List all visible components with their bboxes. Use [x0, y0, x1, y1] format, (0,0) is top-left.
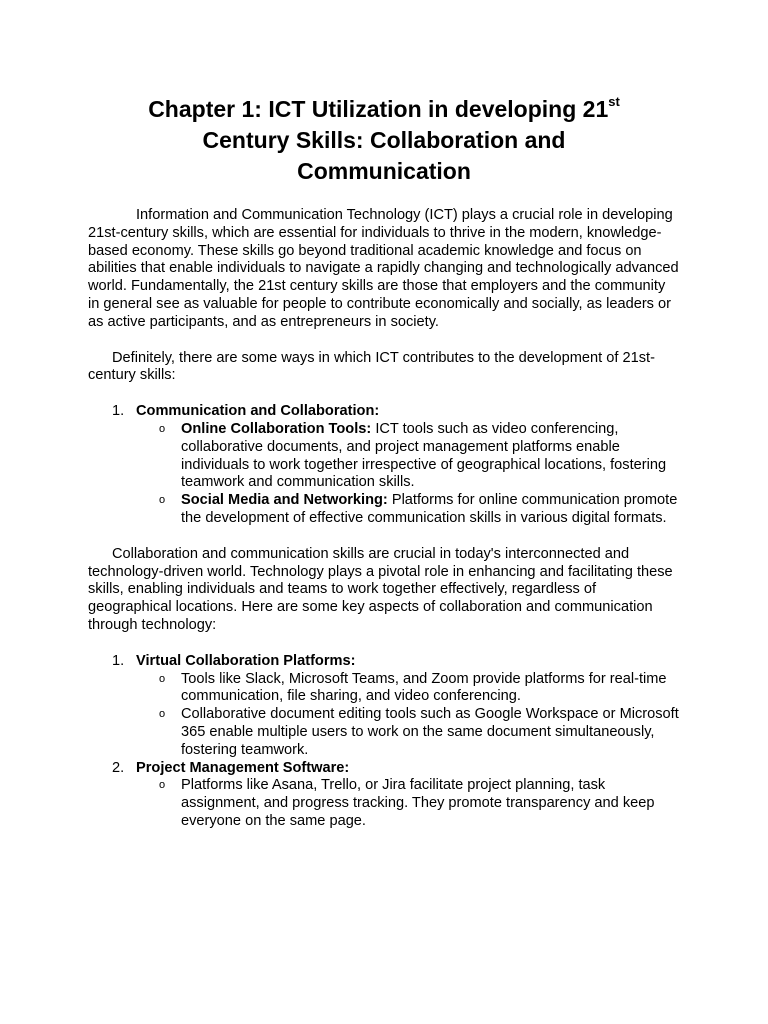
list-number: 2. — [112, 759, 125, 776]
sub-item-heading: Online Collaboration Tools: — [181, 420, 372, 437]
list-number: 1. — [112, 403, 125, 420]
sub-list-item — [136, 421, 680, 492]
sub-list-item — [136, 492, 680, 528]
sub-item-text: Platforms for online communication promote the development of effective communication skills in various digital formats. — [181, 492, 678, 526]
ict-contributions-list — [88, 403, 680, 528]
circle-bullet-icon: o — [159, 672, 166, 685]
title-text: Chapter 1: ICT Utilization in developing 21 — [148, 96, 609, 122]
circle-bullet-icon: o — [159, 779, 166, 792]
sub-item-text: Platforms like Asana, Trello, or Jira facilitate project planning, task assignment, and progress tracking. They promote transparency and keep everyone on the same page. — [181, 777, 655, 829]
list-heading: Virtual Collaboration Platforms: — [136, 652, 356, 669]
sub-item-heading: Social Media and Networking: — [181, 492, 388, 509]
circle-bullet-icon: o — [159, 422, 166, 435]
sub-list-item — [136, 777, 680, 830]
circle-bullet-icon: o — [159, 708, 166, 721]
sub-list — [136, 671, 680, 760]
sub-list-item — [136, 671, 680, 707]
list-heading: Communication and Collaboration: — [136, 403, 380, 420]
circle-bullet-icon: o — [159, 494, 166, 507]
title-superscript: st — [608, 94, 620, 110]
sub-list — [136, 777, 680, 830]
list-heading: Project Management Software: — [136, 759, 350, 776]
sub-item-text: ICT tools such as video conferencing, collaborative documents, and project management platforms enable individuals to work together irrespective of geographical locations, fostering teamwork and communication skills. — [181, 420, 667, 491]
chapter-title — [88, 94, 680, 187]
intro-paragraph: Information and Communication Technology (ICT) plays a crucial role in developing 21st-century skills, which are essential for individuals to thrive in the modern, knowledge-based economy. These skills go beyond traditional academic knowledge and focus on abilities that enable individuals to navigate a rapidly changing and technologically advanced world. Fundamentally, the 21st century skills are those that employers and the community in general see as valuable for people to contribute economically and socially, as leaders or as active participants, and as entrepreneurs in society. — [88, 207, 679, 330]
list-item — [88, 653, 680, 760]
sub-item-text: Collaborative document editing tools such as Google Workspace or Microsoft 365 enable multiple users to work on the same document simultaneously, fostering teamwork. — [181, 706, 679, 758]
collaboration-paragraph: Collaboration and communication skills are crucial in today's interconnected and technology-driven world. Technology plays a pivotal role in enhancing and facilitating these skills, enabling individuals and teams to work together effectively, regardless of geographical locations. Here are some key aspects of collaboration and communication through technology: — [88, 545, 673, 633]
sub-item-text: Tools like Slack, Microsoft Teams, and Zoom provide platforms for real-time communication, file sharing, and video conferencing. — [181, 670, 667, 705]
sub-list-item — [136, 706, 680, 759]
sub-list — [136, 421, 680, 528]
list-item — [88, 760, 680, 831]
technology-aspects-list — [88, 653, 680, 831]
list-item — [88, 403, 680, 528]
title-text-rest: Century Skills: Collaboration and Communication — [202, 127, 566, 184]
ways-paragraph: Definitely, there are some ways in which ICT contributes to the development of 21st-century skills: — [88, 349, 655, 384]
list-number: 1. — [112, 652, 125, 669]
